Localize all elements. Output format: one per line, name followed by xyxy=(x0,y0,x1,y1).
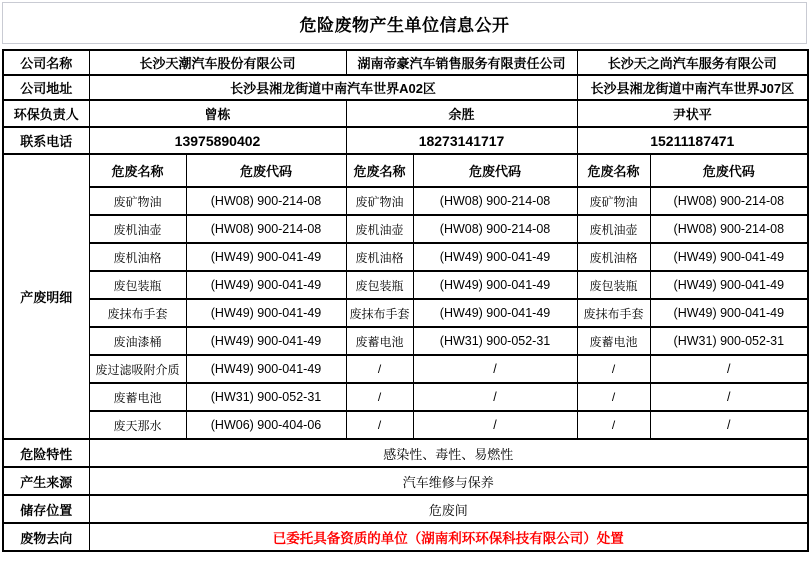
hazardous-waste-info-table xyxy=(2,49,809,552)
table-row xyxy=(3,215,808,243)
waste-code-cell: (HW08) 900-214-08 xyxy=(413,187,577,215)
table-row xyxy=(3,100,808,127)
waste-code-cell: (HW08) 900-214-08 xyxy=(650,187,808,215)
waste-name-cell: 废抹布手套 xyxy=(346,299,413,327)
env-manager-cell: 尹状平 xyxy=(577,100,808,127)
waste-code-header: 危废代码 xyxy=(186,154,346,187)
waste-code-cell: (HW31) 900-052-31 xyxy=(650,327,808,355)
company-name-cell: 长沙天潮汽车股份有限公司 xyxy=(89,50,346,75)
waste-name-cell: 废天那水 xyxy=(89,411,186,439)
row-label-waste-detail: 产废明细 xyxy=(3,154,89,439)
waste-name-cell: / xyxy=(346,355,413,383)
table-row xyxy=(3,299,808,327)
waste-name-cell: 废机油壶 xyxy=(346,215,413,243)
waste-name-header: 危废名称 xyxy=(89,154,186,187)
waste-code-header: 危废代码 xyxy=(413,154,577,187)
table-row xyxy=(3,383,808,411)
waste-code-cell: / xyxy=(650,355,808,383)
waste-code-cell: (HW06) 900-404-06 xyxy=(186,411,346,439)
waste-code-cell: / xyxy=(650,383,808,411)
waste-code-cell: (HW49) 900-041-49 xyxy=(186,271,346,299)
waste-name-cell: 废矿物油 xyxy=(577,187,650,215)
table-row xyxy=(3,50,808,75)
table-row xyxy=(3,154,808,187)
waste-name-cell: 废蓄电池 xyxy=(346,327,413,355)
phone-cell: 13975890402 xyxy=(89,127,346,154)
waste-name-cell: 废抹布手套 xyxy=(577,299,650,327)
waste-code-cell: (HW49) 900-041-49 xyxy=(186,243,346,271)
source-value: 汽车维修与保养 xyxy=(89,467,808,495)
waste-code-header: 危废代码 xyxy=(650,154,808,187)
waste-name-cell: 废机油壶 xyxy=(89,215,186,243)
waste-name-cell: 废包装瓶 xyxy=(577,271,650,299)
waste-code-cell: (HW08) 900-214-08 xyxy=(186,187,346,215)
row-label-company-name: 公司名称 xyxy=(3,50,89,75)
waste-name-cell: / xyxy=(346,411,413,439)
waste-name-cell: 废过滤吸附介质 xyxy=(89,355,186,383)
company-name-cell: 长沙天之尚汽车服务有限公司 xyxy=(577,50,808,75)
waste-code-cell: (HW31) 900-052-31 xyxy=(413,327,577,355)
waste-name-header: 危废名称 xyxy=(346,154,413,187)
waste-name-cell: 废机油格 xyxy=(89,243,186,271)
table-row xyxy=(3,495,808,523)
table-row xyxy=(3,355,808,383)
company-address-cell: 长沙县湘龙街道中南汽车世界A02区 xyxy=(89,75,577,100)
waste-name-cell: / xyxy=(577,355,650,383)
waste-code-cell: / xyxy=(413,383,577,411)
waste-name-cell: 废机油壶 xyxy=(577,215,650,243)
waste-code-cell: (HW49) 900-041-49 xyxy=(413,271,577,299)
waste-name-cell: / xyxy=(577,411,650,439)
row-label-env-manager: 环保负责人 xyxy=(3,100,89,127)
waste-code-cell: (HW08) 900-214-08 xyxy=(413,215,577,243)
waste-name-cell: 废油漆桶 xyxy=(89,327,186,355)
table-row xyxy=(3,327,808,355)
env-manager-cell: 余胜 xyxy=(346,100,577,127)
table-row xyxy=(3,523,808,551)
waste-code-cell: (HW49) 900-041-49 xyxy=(650,271,808,299)
waste-name-cell: 废矿物油 xyxy=(346,187,413,215)
row-label-storage: 储存位置 xyxy=(3,495,89,523)
table-row xyxy=(3,271,808,299)
row-label-phone: 联系电话 xyxy=(3,127,89,154)
waste-code-cell: (HW49) 900-041-49 xyxy=(650,299,808,327)
waste-name-cell: 废包装瓶 xyxy=(346,271,413,299)
env-manager-cell: 曾栋 xyxy=(89,100,346,127)
waste-name-cell: 废机油格 xyxy=(577,243,650,271)
waste-code-cell: (HW49) 900-041-49 xyxy=(413,243,577,271)
waste-code-cell: (HW49) 900-041-49 xyxy=(650,243,808,271)
company-name-cell: 湖南帝豪汽车销售服务有限责任公司 xyxy=(346,50,577,75)
table-row xyxy=(3,187,808,215)
row-label-hazard-property: 危险特性 xyxy=(3,439,89,467)
waste-name-cell: 废机油格 xyxy=(346,243,413,271)
row-label-source: 产生来源 xyxy=(3,467,89,495)
waste-code-cell: (HW49) 900-041-49 xyxy=(186,299,346,327)
table-row xyxy=(3,439,808,467)
waste-name-cell: 废抹布手套 xyxy=(89,299,186,327)
waste-code-cell: (HW49) 900-041-49 xyxy=(186,327,346,355)
phone-cell: 18273141717 xyxy=(346,127,577,154)
waste-code-cell: / xyxy=(650,411,808,439)
page-title: 危险废物产生单位信息公开 xyxy=(2,2,807,44)
table-row xyxy=(3,127,808,154)
waste-name-header: 危废名称 xyxy=(577,154,650,187)
waste-code-cell: (HW49) 900-041-49 xyxy=(186,355,346,383)
waste-name-cell: 废蓄电池 xyxy=(89,383,186,411)
waste-name-cell: / xyxy=(577,383,650,411)
row-label-destination: 废物去向 xyxy=(3,523,89,551)
storage-value: 危废间 xyxy=(89,495,808,523)
waste-name-cell: 废包装瓶 xyxy=(89,271,186,299)
waste-code-cell: (HW49) 900-041-49 xyxy=(413,299,577,327)
table-row xyxy=(3,75,808,100)
waste-code-cell: (HW31) 900-052-31 xyxy=(186,383,346,411)
company-address-cell: 长沙县湘龙街道中南汽车世界J07区 xyxy=(577,75,808,100)
waste-code-cell: / xyxy=(413,411,577,439)
table-row xyxy=(3,467,808,495)
destination-value: 已委托具备资质的单位（湖南利环环保科技有限公司）处置 xyxy=(89,523,808,551)
row-label-company-address: 公司地址 xyxy=(3,75,89,100)
hazard-property-value: 感染性、毒性、易燃性 xyxy=(89,439,808,467)
waste-code-cell: / xyxy=(413,355,577,383)
table-row xyxy=(3,411,808,439)
phone-cell: 15211187471 xyxy=(577,127,808,154)
waste-name-cell: 废蓄电池 xyxy=(577,327,650,355)
waste-name-cell: 废矿物油 xyxy=(89,187,186,215)
table-row xyxy=(3,243,808,271)
waste-name-cell: / xyxy=(346,383,413,411)
waste-code-cell: (HW08) 900-214-08 xyxy=(186,215,346,243)
waste-code-cell: (HW08) 900-214-08 xyxy=(650,215,808,243)
